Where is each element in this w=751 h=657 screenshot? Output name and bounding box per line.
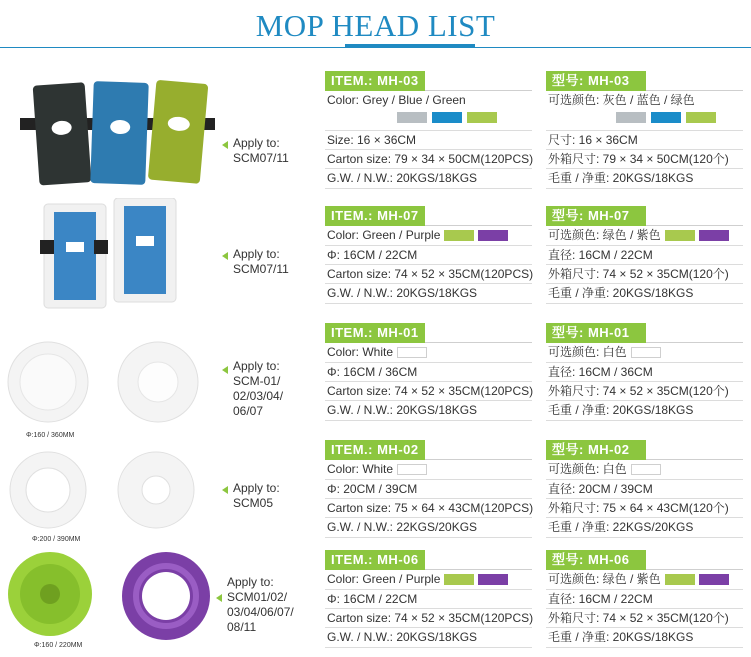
spec-weight-text: 毛重 / 净重: 20KGS/18KGS [548,630,694,644]
mh02-diameter-label: Φ:200 / 390MM [32,536,81,543]
item-code-badge: ITEM.: MH-03 [325,71,425,91]
spec-carton-text: 外箱尺寸: 74 × 52 × 35CM(120个) [548,611,729,625]
spec-carton-text: Carton size: 74 × 52 × 35CM(120PCS) [327,384,534,398]
spec-color [548,570,729,589]
spec-carton [327,382,533,401]
spec-size [327,590,417,609]
item-code-badge: 型号: MH-07 [546,206,646,226]
apply-to-mh06: Apply to: SCM01/02/ 03/04/06/07/ 08/11 [227,575,294,634]
header-rule [425,459,532,460]
spec-color-text: Color: Green / Purple [327,572,441,586]
item-code-badge: 型号: MH-02 [546,440,646,460]
spec-size-text: Φ: 16CM / 36CM [327,365,418,379]
spec-color [548,91,695,110]
grey-swatch [616,112,646,123]
green-swatch [444,574,474,585]
spec-color-text: 可选颜色: 灰色 / 蓝色 / 绿色 [548,93,695,107]
spec-size [548,363,653,382]
spec-weight [548,401,693,420]
spec-size-text: Φ: 16CM / 22CM [327,592,418,606]
grey-swatch [397,112,427,123]
spec-color-text: 可选颜色: 白色 [548,345,627,359]
spec-carton [548,609,729,628]
item-code-badge: ITEM.: MH-06 [325,550,425,570]
mh02-round-mop-image [6,448,206,534]
page-title: MOP HEAD LIST [255,8,496,43]
spec-size [548,480,653,499]
spec-carton-text: 外箱尺寸: 74 × 52 × 35CM(120个) [548,267,729,281]
apply-to-mh07: Apply to: SCM07/11 [233,247,289,276]
row-divider [546,420,743,421]
white-swatch [397,464,427,475]
spec-carton [327,150,533,169]
spec-size [548,131,638,150]
spec-weight [548,284,693,303]
purple-swatch [699,230,729,241]
spec-color [548,460,661,479]
pointer-arrow-icon [222,366,228,374]
spec-size-text: 直径: 20CM / 39CM [548,482,653,496]
spec-weight [327,169,477,188]
green-swatch [444,230,474,241]
spec-carton [548,499,729,518]
green-swatch [467,112,497,123]
spec-size-text: 尺寸: 16 × 36CM [548,133,638,147]
mh03-flat-mop-image [20,78,215,188]
row-divider [546,537,743,538]
spec-size [327,131,416,150]
spec-color-text: 可选颜色: 绿色 / 紫色 [548,572,661,586]
spec-weight [548,169,693,188]
item-code-badge: 型号: MH-01 [546,323,646,343]
purple-swatch [699,574,729,585]
pointer-arrow-icon [222,486,228,494]
spec-weight [548,518,693,537]
spec-carton-text: Carton size: 74 × 52 × 35CM(120PCS) [327,267,534,281]
spec-carton [327,265,533,284]
spec-weight-text: 毛重 / 净重: 22KGS/20KGS [548,520,694,534]
item-code-badge: ITEM.: MH-01 [325,323,425,343]
apply-to-mh01: Apply to: SCM-01/ 02/03/04/ 06/07 [233,359,284,418]
row-divider [546,303,743,304]
mh07-fringe-mop-image [40,198,180,310]
spec-color [327,570,508,589]
spec-color [327,91,466,110]
spec-carton [327,499,533,518]
spec-carton-text: Carton size: 74 × 52 × 35CM(120PCS) [327,611,534,625]
spec-weight-text: G.W. / N.W.: 20KGS/18KGS [327,171,478,185]
spec-weight-text: G.W. / N.W.: 22KGS/20KGS [327,520,478,534]
spec-size [327,480,417,499]
pointer-arrow-icon [216,594,222,602]
spec-carton-text: 外箱尺寸: 75 × 64 × 43CM(120个) [548,501,729,515]
item-code-badge: ITEM.: MH-02 [325,440,425,460]
mh01-diameter-label: Φ:160 / 360MM [26,432,75,439]
spec-carton-text: Carton size: 75 × 64 × 43CM(120PCS) [327,501,534,515]
spec-weight [327,518,477,537]
title-underline [345,44,475,48]
spec-carton [327,609,533,628]
mh06-chenille-mop-image [6,550,216,642]
item-code-badge: 型号: MH-03 [546,71,646,91]
spec-weight-text: G.W. / N.W.: 20KGS/18KGS [327,630,478,644]
row-divider [325,303,532,304]
spec-color [327,343,427,362]
white-swatch [631,347,661,358]
spec-color-text: Color: Grey / Blue / Green [327,93,466,107]
blue-swatch [432,112,462,123]
spec-weight-text: 毛重 / 净重: 20KGS/18KGS [548,171,694,185]
spec-size-text: Φ: 20CM / 39CM [327,482,418,496]
row-divider [325,647,532,648]
spec-color-text: 可选颜色: 绿色 / 紫色 [548,228,661,242]
spec-carton [548,150,729,169]
spec-weight [327,628,477,647]
spec-size [548,590,653,609]
spec-color-text: Color: White [327,345,394,359]
blue-swatch [651,112,681,123]
item-code-badge: 型号: MH-06 [546,550,646,570]
apply-to-mh03: Apply to: SCM07/11 [233,136,289,165]
apply-to-mh02: Apply to: SCM05 [233,481,280,510]
spec-color [548,226,729,245]
spec-size-text: 直径: 16CM / 22CM [548,592,653,606]
spec-carton-text: 外箱尺寸: 79 × 34 × 50CM(120个) [548,152,729,166]
spec-color-text: Color: White [327,462,394,476]
spec-carton-text: Carton size: 79 × 34 × 50CM(120PCS) [327,152,534,166]
spec-color [327,460,427,479]
purple-swatch [478,574,508,585]
spec-weight [548,628,693,647]
spec-color-text: 可选颜色: 白色 [548,462,627,476]
spec-size-text: 直径: 16CM / 22CM [548,248,653,262]
row-divider [325,420,532,421]
mh06-diameter-label: Φ:160 / 220MM [34,642,83,649]
item-code-badge: ITEM.: MH-07 [325,206,425,226]
green-swatch [686,112,716,123]
spec-color [327,226,508,245]
spec-size-text: 直径: 16CM / 36CM [548,365,653,379]
row-divider [325,188,532,189]
spec-weight-text: G.W. / N.W.: 20KGS/18KGS [327,286,478,300]
row-divider [546,188,743,189]
purple-swatch [478,230,508,241]
spec-size [548,246,653,265]
spec-carton-text: 外箱尺寸: 74 × 52 × 35CM(120个) [548,384,729,398]
spec-size-text: Φ: 16CM / 22CM [327,248,418,262]
spec-weight-text: G.W. / N.W.: 20KGS/18KGS [327,403,478,417]
white-swatch [397,347,427,358]
spec-size [327,363,417,382]
mh01-round-mop-image [4,340,204,430]
pointer-arrow-icon [222,141,228,149]
green-swatch [665,574,695,585]
spec-weight-text: 毛重 / 净重: 20KGS/18KGS [548,403,694,417]
row-divider [546,647,743,648]
spec-weight-text: 毛重 / 净重: 20KGS/18KGS [548,286,694,300]
spec-carton [548,265,729,284]
spec-carton [548,382,729,401]
spec-size [327,246,417,265]
spec-color [548,343,661,362]
row-divider [325,537,532,538]
pointer-arrow-icon [222,252,228,260]
green-swatch [665,230,695,241]
spec-weight [327,284,477,303]
spec-size-text: Size: 16 × 36CM [327,133,417,147]
spec-color-text: Color: Green / Purple [327,228,441,242]
header-rule [425,342,532,343]
white-swatch [631,464,661,475]
spec-weight [327,401,477,420]
